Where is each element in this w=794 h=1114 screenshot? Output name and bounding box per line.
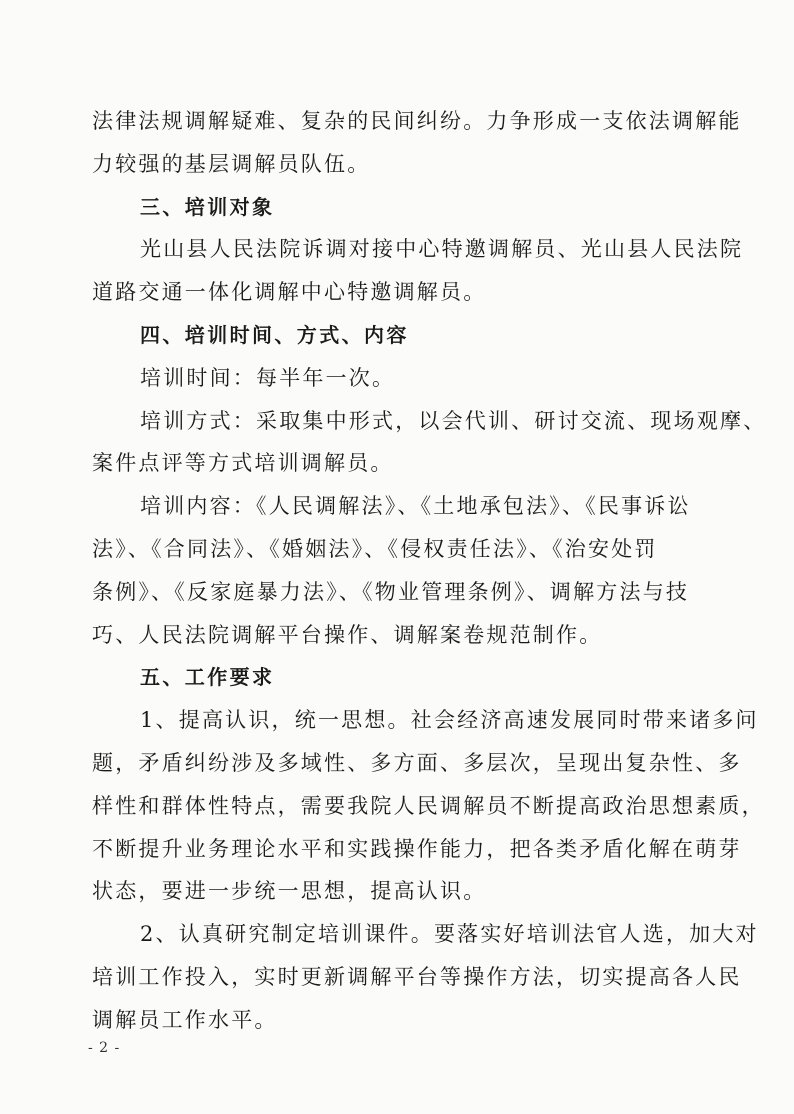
paragraph-line: 力较强的基层调解员队伍。	[92, 151, 371, 176]
paragraph-line: 培训内容：《人民调解法》、《土地承包法》、《民事诉讼	[140, 494, 691, 519]
paragraph-line: 1、提高认识，统一思想。社会经济高速发展同时带来诸多问	[140, 708, 759, 733]
paragraph-line: 法律法规调解疑难、复杂的民间纠纷。力争形成一支依法调解能	[92, 109, 742, 133]
paragraph-line: 培训工作投入，实时更新调解平台等操作方法，切实提高各人民	[92, 964, 742, 989]
paragraph-line: 样性和群体性特点，需要我院人民调解员不断提高政治思想素质，	[92, 793, 765, 818]
section-heading-work-requirements: 五、工作要求	[140, 665, 275, 690]
paragraph-line: 条例》、《反家庭暴力法》、《物业管理条例》、调解方法与技	[92, 579, 690, 604]
paragraph-line: 2、认真研究制定培训课件。要落实好培训法官人选，加大对	[140, 922, 759, 947]
paragraph-line: 案件点评等方式培训调解员。	[92, 451, 394, 476]
paragraph-line: 调解员工作水平。	[92, 1007, 278, 1032]
paragraph-line: 状态，要进一步统一思想，提高认识。	[92, 879, 487, 904]
paragraph-line: 培训方式：采取集中形式，以会代训、研讨交流、现场观摩、	[140, 408, 767, 433]
section-heading-training-time-method-content: 四、培训时间、方式、内容	[140, 322, 409, 347]
paragraph-line: 道路交通一体化调解中心特邀调解员。	[92, 280, 487, 305]
paragraph-line: 不断提升业务理论水平和实践操作能力，把各类矛盾化解在萌芽	[92, 836, 742, 861]
paragraph-line: 光山县人民法院诉调对接中心特邀调解员、光山县人民法院	[140, 237, 744, 262]
document-body	[92, 100, 767, 1042]
page-number: - 2 -	[88, 1040, 121, 1056]
paragraph-line: 巧、人民法院调解平台操作、调解案卷规范制作。	[92, 622, 603, 647]
paragraph-line: 法》、《合同法》、《婚姻法》、《侵权责任法》、《治安处罚	[92, 536, 658, 561]
paragraph-line: 题，矛盾纠纷涉及多域性、多方面、多层次，呈现出复杂性、多	[92, 750, 742, 775]
paragraph-line: 培训时间：每半年一次。	[140, 365, 396, 390]
section-heading-training-target: 三、培训对象	[140, 194, 275, 219]
